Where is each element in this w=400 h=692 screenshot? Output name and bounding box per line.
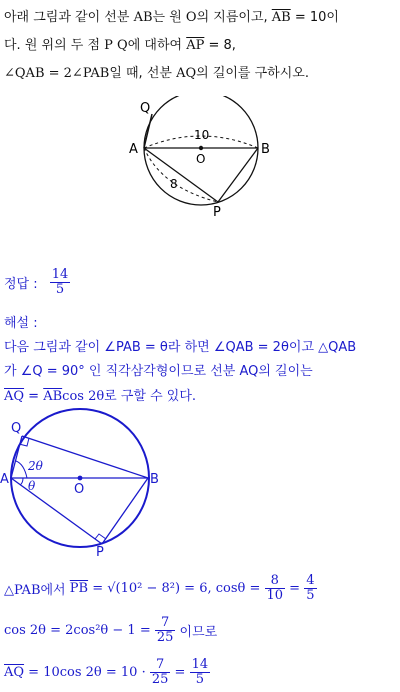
segment-ab: AB: [133, 10, 153, 25]
denominator: 10: [266, 588, 284, 603]
numerator: 7: [150, 658, 171, 673]
solution-label: 해설 :: [4, 316, 38, 331]
label-a: A: [129, 142, 138, 157]
text: = 10cos 2θ = 10 ·: [24, 665, 150, 680]
point-o: O: [185, 10, 197, 25]
segment-aq: $\overline{AQ}$: [4, 389, 25, 404]
text: 이므로: [175, 625, 218, 640]
fraction-4-5: [304, 574, 316, 603]
problem-statement: [4, 4, 396, 88]
problem-line-2: [4, 32, 396, 60]
label-o: O: [74, 482, 85, 497]
numerator: 4: [306, 573, 315, 588]
text: 일 때, 선분: [109, 66, 177, 81]
segment-ap-line: [11, 478, 102, 544]
text: 다. 원 위의 두 점: [4, 38, 105, 53]
segment-aq-line: [144, 114, 152, 148]
angle-arc-2theta: [16, 461, 27, 478]
denominator: 25: [156, 630, 174, 645]
label-10: 10: [194, 128, 210, 142]
label-p: P: [96, 545, 104, 560]
angle-arc-theta: [20, 478, 23, 485]
text: 의 지름이고,: [196, 10, 272, 25]
points-pq: P Q: [104, 38, 128, 53]
fraction-7-25: [155, 616, 176, 645]
answer-fraction: [50, 268, 71, 297]
segment-ap-length: $\overline{AP}$: [186, 38, 205, 53]
text: =: [24, 389, 44, 404]
label-b: B: [261, 142, 270, 157]
numerator: 14: [191, 657, 209, 672]
solution-line-3: [4, 385, 196, 404]
numerator: 7: [155, 616, 176, 631]
text: cos 2θ = 2cos²θ − 1 =: [4, 623, 155, 638]
segment-pb: $\overline{PB}$: [69, 581, 89, 596]
segment-aq: AQ: [176, 66, 197, 81]
segment-aq: $\overline{AQ}$: [4, 665, 25, 680]
answer-label: 정답 :: [4, 277, 38, 292]
solution-line-1: 다음 그림과 같이 ∠PAB = θ라 하면 ∠QAB = 2θ이고 △QAB: [4, 340, 357, 355]
fraction-7-25: [150, 658, 171, 687]
text: 아래 그림과 같이 선분: [4, 10, 134, 25]
segment-aq-line: [11, 436, 22, 478]
answer-numerator: 14: [51, 267, 69, 282]
segment-pb-line: [218, 148, 258, 202]
segment-ap-line: [144, 148, 218, 202]
fraction-14-5: [190, 658, 211, 687]
fraction-8-10: [265, 574, 286, 603]
label-2theta: 2θ: [28, 459, 43, 473]
numerator: 8: [265, 574, 286, 589]
right-angle-p: [95, 534, 106, 539]
center-dot: [199, 146, 203, 150]
text: 의 길이를 구하시오.: [196, 66, 309, 81]
problem-figure: [120, 96, 280, 226]
circle-o: [144, 96, 258, 205]
text: = √(10² − 8²) = 6, cosθ =: [88, 581, 265, 596]
segment-ab-length: $\overline{AB}$: [271, 10, 291, 25]
calc-line-1: [4, 574, 317, 603]
center-dot: [78, 476, 83, 481]
text: cos 2θ로 구할 수 있다.: [62, 389, 197, 404]
calc-line-2: [4, 616, 217, 645]
text: △PAB에서: [4, 583, 70, 598]
text: =: [285, 581, 305, 596]
label-o: O: [196, 152, 206, 166]
answer-denominator: 5: [55, 282, 65, 297]
answer-row: [4, 268, 70, 297]
denominator: 5: [306, 588, 315, 603]
text: = 10이: [290, 10, 339, 25]
label-q: Q: [140, 101, 151, 116]
label-a: A: [0, 472, 9, 487]
text: 에 대하여: [127, 38, 187, 53]
problem-line-1: [4, 4, 396, 32]
solution-line-2: 가 ∠Q = 90° 인 직각삼각형이므로 선분 AQ의 길이는: [4, 364, 313, 379]
label-b: B: [150, 472, 159, 487]
label-p: P: [213, 205, 221, 220]
denominator: 5: [195, 672, 204, 687]
denominator: 25: [151, 672, 169, 687]
segment-ab: $\overline{AB}$: [43, 389, 63, 404]
problem-line-3: [4, 60, 396, 88]
label-8: 8: [170, 177, 178, 191]
text: =: [170, 665, 190, 680]
angle-condition: ∠QAB = 2∠PAB: [4, 66, 110, 81]
solution-figure: [0, 404, 170, 562]
label-theta: θ: [28, 479, 36, 493]
label-q: Q: [11, 421, 22, 436]
text: 는 원: [152, 10, 186, 25]
calc-line-3: [4, 658, 210, 687]
text: = 8,: [204, 38, 236, 53]
